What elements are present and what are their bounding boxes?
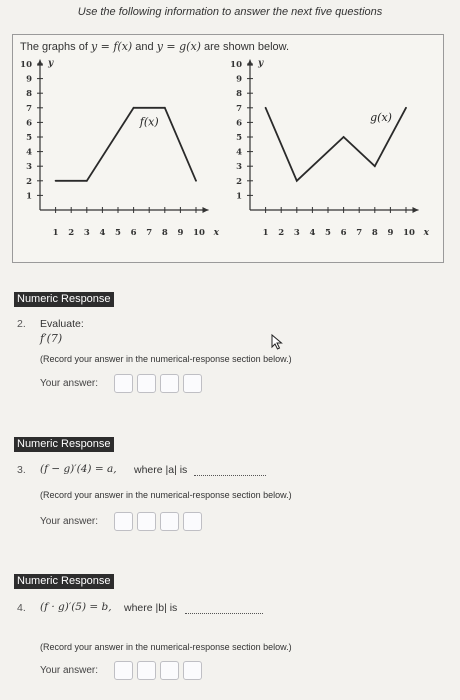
x-tick-label: 3 — [293, 228, 300, 238]
x-tick-label: 5 — [115, 228, 121, 238]
x-tick-label: 8 — [371, 228, 378, 238]
data-point — [405, 107, 407, 109]
answer-boxes-q4 — [114, 661, 202, 680]
y-tick-label: 9 — [26, 74, 32, 85]
x-tick-label: 10 — [193, 228, 205, 238]
y-tick-label: 5 — [236, 133, 242, 143]
instructions-heading: Use the following information to answer the next five questions — [77, 6, 383, 18]
answer-blank-q4 — [185, 603, 263, 614]
graphs-label-prefix: The graphs of — [20, 41, 91, 53]
graphs-label-and: and — [132, 41, 157, 53]
y-tick-label: 1 — [236, 191, 242, 202]
graphs-label-f: y = f(x) — [90, 40, 133, 53]
y-axis-label: y — [258, 58, 264, 69]
graphs-description — [20, 40, 289, 53]
y-axis-arrow-icon — [37, 60, 43, 66]
data-point — [343, 136, 345, 138]
y-axis-arrow-icon — [247, 60, 253, 66]
answer-digit-box[interactable] — [114, 512, 133, 531]
answer-boxes-q2 — [114, 374, 202, 393]
y-tick-label: 1 — [26, 191, 32, 202]
question-number-q3: 3. — [17, 464, 26, 476]
question-expression-q2: f′(7) — [40, 332, 63, 345]
f-graph — [22, 56, 227, 246]
numeric-response-badge-q2: Numeric Response — [14, 292, 114, 307]
answer-digit-box[interactable] — [137, 661, 156, 680]
x-tick-label: 1 — [262, 228, 269, 238]
x-tick-label: 7 — [356, 228, 363, 238]
question-tail-q4: where |b| is — [124, 602, 178, 614]
question-evaluate-q2: Evaluate: — [40, 318, 84, 330]
x-tick-label: 9 — [387, 228, 394, 238]
answer-digit-box[interactable] — [160, 661, 179, 680]
x-tick-label: 6 — [130, 228, 137, 238]
answer-blank-q3 — [194, 465, 266, 476]
series-label: g(x) — [370, 110, 392, 124]
y-tick-label: 2 — [236, 176, 242, 187]
x-axis-label: x — [423, 228, 429, 238]
y-tick-label: 8 — [236, 89, 242, 100]
y-tick-label: 3 — [236, 162, 242, 173]
y-tick-label: 6 — [236, 118, 242, 129]
y-tick-label: 8 — [26, 89, 32, 100]
question-number-q2: 2. — [17, 318, 26, 330]
y-axis-label: y — [48, 58, 54, 69]
data-point — [296, 180, 298, 182]
y-tick-label: 7 — [236, 103, 242, 114]
question-expression-q4: (f · g)′(5) = b, — [40, 601, 112, 613]
answer-digit-box[interactable] — [160, 512, 179, 531]
x-tick-label: 8 — [161, 228, 168, 238]
y-tick-label: 5 — [26, 133, 32, 143]
answer-digit-box[interactable] — [183, 374, 202, 393]
x-tick-label: 9 — [177, 228, 184, 238]
answer-label-q2: Your answer: — [40, 378, 98, 389]
x-tick-label: 4 — [309, 228, 316, 238]
answer-label-q4: Your answer: — [40, 665, 98, 676]
y-tick-label: 10 — [230, 60, 242, 70]
answer-digit-box[interactable] — [183, 661, 202, 680]
x-tick-label: 5 — [325, 228, 331, 238]
answer-digit-box[interactable] — [160, 374, 179, 393]
answer-label-q3: Your answer: — [40, 516, 98, 527]
answer-digit-box[interactable] — [114, 661, 133, 680]
y-tick-label: 4 — [26, 147, 32, 158]
data-point — [133, 107, 135, 109]
numeric-response-badge-q4: Numeric Response — [14, 574, 114, 589]
x-axis-label: x — [213, 228, 219, 238]
question-tail-q3: where |a| is — [134, 464, 188, 476]
record-note-q2: (Record your answer in the numerical-response section below.) — [40, 354, 292, 364]
x-tick-label: 1 — [52, 228, 59, 238]
y-tick-label: 4 — [236, 147, 242, 158]
graphs-label-suffix: are shown below. — [200, 41, 290, 53]
mouse-cursor-icon — [271, 334, 283, 350]
data-point — [55, 180, 57, 182]
numeric-response-badge-q3: Numeric Response — [14, 437, 114, 452]
x-tick-label: 4 — [99, 228, 106, 238]
data-point — [86, 180, 88, 182]
y-tick-label: 9 — [236, 74, 242, 85]
y-tick-label: 10 — [20, 60, 32, 70]
x-tick-label: 2 — [278, 228, 285, 238]
y-tick-label: 6 — [26, 118, 32, 129]
data-point — [374, 165, 376, 167]
x-axis-arrow-icon — [202, 207, 208, 213]
x-tick-label: 2 — [68, 228, 75, 238]
answer-digit-box[interactable] — [114, 374, 133, 393]
x-tick-label: 6 — [340, 228, 347, 238]
y-tick-label: 2 — [26, 176, 32, 187]
record-note-q4: (Record your answer in the numerical-response section below.) — [40, 642, 292, 652]
x-tick-label: 10 — [403, 228, 415, 238]
question-expression-q3: (f − g)′(4) = a, — [40, 463, 117, 475]
answer-digit-box[interactable] — [137, 512, 156, 531]
graphs-label-g: y = g(x) — [156, 40, 201, 53]
answer-digit-box[interactable] — [183, 512, 202, 531]
data-point — [265, 107, 267, 109]
series-line — [56, 108, 196, 181]
answer-digit-box[interactable] — [137, 374, 156, 393]
series-label: f(x) — [139, 115, 159, 129]
y-tick-label: 7 — [26, 103, 32, 114]
g-graph — [232, 56, 442, 246]
data-point — [195, 180, 197, 182]
answer-boxes-q3 — [114, 512, 202, 531]
data-point — [164, 107, 166, 109]
y-tick-label: 3 — [26, 162, 32, 173]
record-note-q3: (Record your answer in the numerical-response section below.) — [40, 490, 292, 500]
question-number-q4: 4. — [17, 602, 26, 614]
x-tick-label: 3 — [83, 228, 90, 238]
x-axis-arrow-icon — [412, 207, 418, 213]
x-tick-label: 7 — [146, 228, 153, 238]
